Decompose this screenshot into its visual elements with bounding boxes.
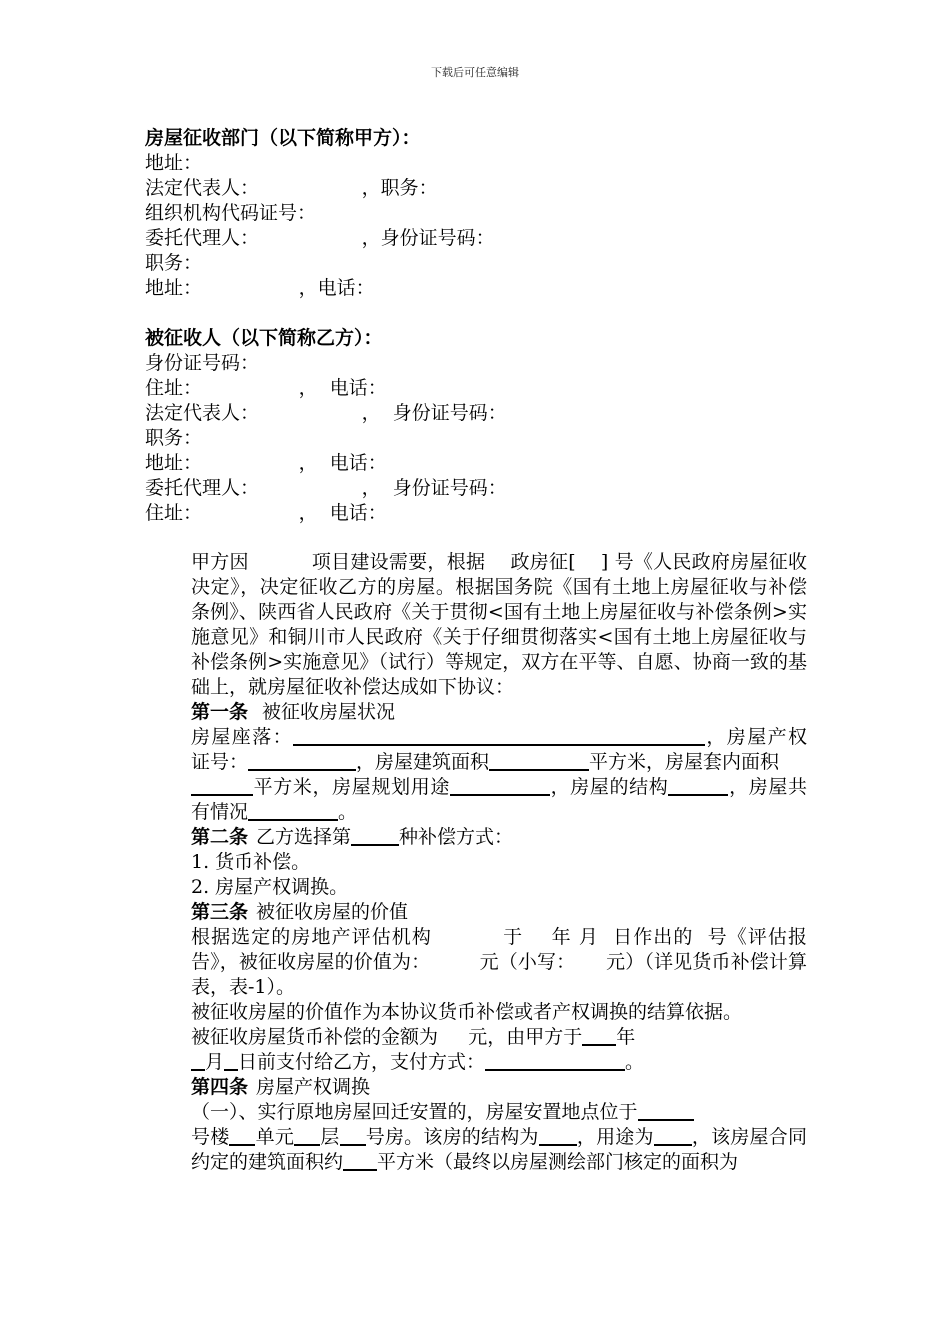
art4-area-note: 平方米（最终以房屋测绘部门核定的面积为 xyxy=(377,1151,739,1173)
day-blank[interactable] xyxy=(224,1050,238,1071)
party-b-id-number: 身份证号码： xyxy=(145,352,260,374)
article-1-heading xyxy=(145,700,807,725)
placement-location-blank[interactable] xyxy=(638,1100,694,1121)
year-blank[interactable] xyxy=(582,1025,616,1046)
art4-unit-label: 单元 xyxy=(255,1126,295,1148)
intro-paragraph: 甲方因 项目建设需要，根据 政房征[ ] 号《人民政府房屋征收决定》，决定征收乙方的房屋。根据国务院《国有土地上房屋征收与补偿条例》、陕西省人民政府《关于贯彻<国有土地上房屋征收与补偿条例>实施意见》和铜川市人民政府《关于仔细贯彻落实<国有土地上房屋征收与补偿条例>实施意见》（试行）等规定，双方在平等、自愿、协商一致的基础上，就房屋征收补偿达成如下协议： xyxy=(191,551,807,698)
building-area-blank[interactable] xyxy=(489,750,589,771)
article-3-number: 第三条 xyxy=(191,901,249,923)
art4-structure-label: 号房。该房的结构为 xyxy=(365,1126,539,1148)
party-b-residence-2: 住址： ， 电话： xyxy=(145,502,387,524)
article-1-name: 被征收房屋状况 xyxy=(262,701,396,723)
party-b-title: 被征收人（以下简称乙方）： xyxy=(145,327,383,349)
unit-no-blank[interactable] xyxy=(294,1125,320,1146)
party-a-org-code: 组织机构代码证号： xyxy=(145,202,317,224)
structure-blank[interactable] xyxy=(668,775,728,796)
party-a-legal-rep: 法定代表人： ，职务： xyxy=(145,177,438,199)
art3-end: 。 xyxy=(625,1051,645,1073)
planned-usage-blank[interactable] xyxy=(450,775,550,796)
option-number-blank[interactable] xyxy=(351,825,399,846)
party-a-address-phone: 地址： ，电话： xyxy=(145,277,375,299)
article-2-number: 第二条 xyxy=(191,826,249,848)
art4-usage-blank[interactable] xyxy=(654,1125,692,1146)
article-3-name: 被征收房屋的价值 xyxy=(256,901,409,923)
art4-floor-label: 层 xyxy=(320,1126,340,1148)
art1-cert-label: ，房屋产权证号： xyxy=(191,726,807,773)
art1-end: 。 xyxy=(338,801,358,823)
art1-location-label: 房屋座落： xyxy=(191,726,293,748)
art4-location-label: （一）、实行原地房屋回迁安置的，房屋安置地点位于 xyxy=(191,1101,638,1123)
party-a-section xyxy=(145,126,807,301)
party-b-agent: 委托代理人： ， 身份证号码： xyxy=(145,477,507,499)
month-blank[interactable] xyxy=(191,1050,205,1071)
art4-area-blank[interactable] xyxy=(343,1150,377,1171)
floor-no-blank[interactable] xyxy=(340,1125,366,1146)
art4-usage-label: ，用途为 xyxy=(576,1126,654,1148)
art2-option-2: 2. 房屋产权调换。 xyxy=(191,876,349,898)
page-header-note: 下载后可任意编辑 xyxy=(431,66,519,79)
art1-shared-label: ，房屋共有情况 xyxy=(191,776,807,823)
article-4-heading xyxy=(145,1075,807,1100)
art1-area-label: ，房屋建筑面积 xyxy=(356,751,490,773)
party-b-position: 职务： xyxy=(145,427,203,449)
art2-text-1: 乙方选择第 xyxy=(256,826,352,848)
article-3-heading xyxy=(145,900,807,925)
art3-paragraph-3 xyxy=(145,1025,807,1075)
art1-inner-area-label: 平方米，房屋套内面积 xyxy=(589,751,780,773)
party-b-section xyxy=(145,326,807,526)
inner-area-blank[interactable] xyxy=(191,775,253,796)
shared-status-blank[interactable] xyxy=(248,800,338,821)
party-b-residence: 住址： ， 电话： xyxy=(145,377,387,399)
article-1-body xyxy=(145,725,807,825)
art2-text-2: 种补偿方式： xyxy=(399,826,514,848)
article-2-heading xyxy=(145,825,807,850)
payment-method-blank[interactable] xyxy=(485,1050,625,1071)
art2-option-1: 1. 货币补偿。 xyxy=(191,851,311,873)
article-1-number: 第一条 xyxy=(191,701,249,723)
cert-number-blank[interactable] xyxy=(248,750,356,771)
art3-paragraph-2: 被征收房屋的价值作为本协议货币补偿或者产权调换的结算依据。 xyxy=(191,1001,743,1023)
article-4-number: 第四条 xyxy=(191,1076,249,1098)
article-4-name: 房屋产权调换 xyxy=(256,1076,371,1098)
art4-structure-blank[interactable] xyxy=(539,1125,577,1146)
party-b-address: 地址： ， 电话： xyxy=(145,452,387,474)
location-blank[interactable] xyxy=(293,725,705,746)
building-no-blank[interactable] xyxy=(229,1125,255,1146)
art4-paragraph-1 xyxy=(145,1100,807,1175)
art3-year-label: 年 xyxy=(616,1026,636,1048)
agreement-body xyxy=(145,550,807,1175)
art1-structure-label: ，房屋的结构 xyxy=(549,776,669,798)
party-a-agent: 委托代理人： ，身份证号码： xyxy=(145,227,495,249)
art4-building-label: 号楼 xyxy=(191,1126,230,1148)
party-a-title: 房屋征收部门（以下简称甲方）： xyxy=(145,127,421,149)
party-a-address: 地址： xyxy=(145,152,203,174)
party-b-legal-rep: 法定代表人： ， 身份证号码： xyxy=(145,402,507,424)
art3-payment-label: 日前支付给乙方，支付方式： xyxy=(238,1051,486,1073)
art3-month-label: 月 xyxy=(205,1051,225,1073)
art4-area-label: ，该房屋合同约定的建筑面积约 xyxy=(191,1126,807,1173)
art3-paragraph-1: 根据选定的房地产评估机构 于 年 月 日作出的 号《评估报告》，被征收房屋的价值为： 元（小写： 元）（详见货币补偿计算表，表-1）。 xyxy=(191,926,807,998)
party-a-position: 职务： xyxy=(145,252,203,274)
art1-usage-label: 平方米，房屋规划用途 xyxy=(253,776,450,798)
art3-amount-text: 被征收房屋货币补偿的金额为 元，由甲方于 xyxy=(191,1026,583,1048)
